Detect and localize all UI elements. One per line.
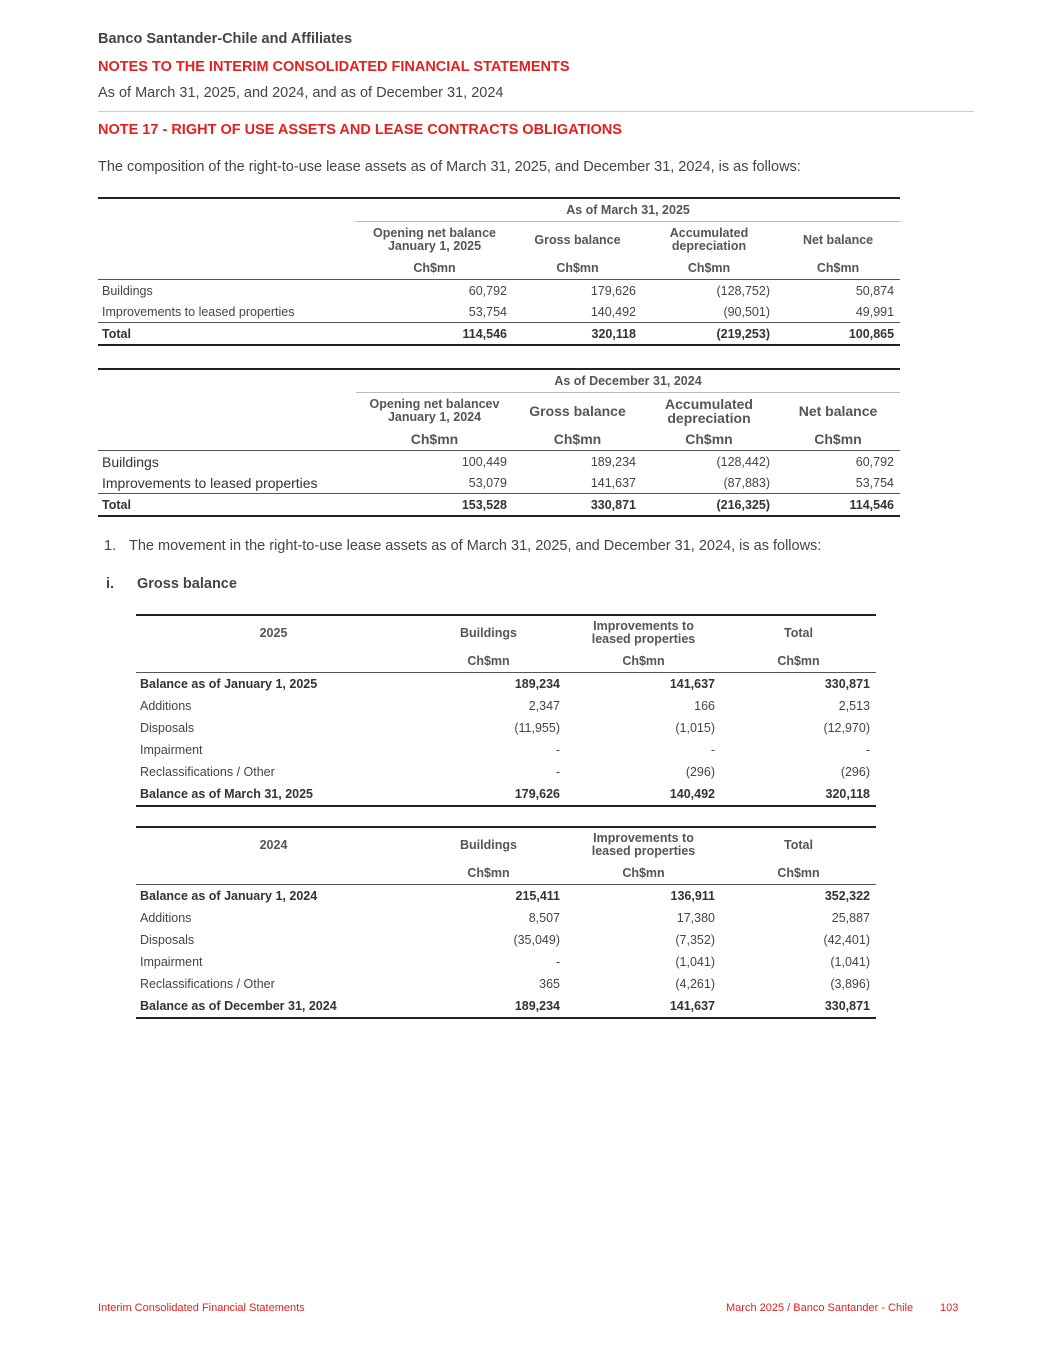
row-label: Improvements to leased properties — [98, 301, 356, 323]
cell-value: (12,970) — [823, 721, 870, 735]
row-label: Buildings — [102, 453, 159, 470]
row-label: Balance as of December 31, 2024 — [136, 995, 411, 1018]
table-row — [136, 717, 876, 739]
gross-balance-table-2025 — [136, 614, 876, 807]
table-row — [98, 472, 900, 494]
year-header: 2024 — [136, 827, 411, 862]
cell-value: 179,626 — [411, 783, 566, 806]
table-row — [136, 761, 876, 783]
cell-value: 100,449 — [461, 454, 507, 469]
row-label: Balance as of March 31, 2025 — [136, 783, 411, 806]
subsection-title: Gross balance — [137, 576, 237, 592]
cell-value: (35,049) — [513, 933, 560, 947]
unit-label: Ch$mn — [356, 258, 513, 280]
unit-label: Ch$mn — [411, 650, 566, 673]
row-label: Additions — [140, 911, 192, 925]
row-label: Buildings — [102, 283, 153, 298]
composition-table-2025 — [98, 197, 900, 346]
unit-label: Ch$mn — [642, 258, 776, 280]
cell-value: - — [555, 743, 560, 757]
company-name: Banco Santander-Chile and Affiliates — [98, 31, 353, 47]
cell-value: 330,871 — [824, 677, 870, 691]
row-label: Balance as of January 1, 2024 — [140, 889, 318, 903]
cell-value: 352,322 — [824, 889, 870, 903]
page-number: 103 — [940, 1302, 959, 1314]
table-row — [136, 929, 876, 951]
movement-text: The movement in the right-to-use lease assets as of March 31, 2025, and December 31, 2024, is as follows: — [129, 538, 822, 554]
row-label: Improvements to leased properties — [98, 472, 356, 494]
composition-table-2024 — [98, 368, 900, 517]
cell-value: - — [710, 743, 715, 757]
row-label: Total — [98, 494, 356, 517]
cell-value: (128,442) — [716, 454, 770, 469]
column-header: Net balance — [798, 403, 878, 419]
cell-value: (1,015) — [675, 721, 715, 735]
cell-value: 189,234 — [590, 454, 636, 469]
cell-value: (216,325) — [642, 494, 776, 517]
cell-value: 2,347 — [528, 699, 560, 713]
cell-value: 189,234 — [514, 677, 560, 691]
unit-label: Ch$mn — [721, 650, 876, 673]
table-row — [136, 673, 876, 696]
cell-value: 330,871 — [513, 494, 642, 517]
cell-value: (4,261) — [675, 977, 715, 991]
column-header: Gross balance — [534, 232, 621, 247]
cell-value: 17,380 — [676, 911, 715, 925]
group-header: As of December 31, 2024 — [356, 369, 900, 393]
unit-label: Ch$mn — [513, 258, 642, 280]
row-label: Balance as of January 1, 2025 — [140, 677, 318, 691]
gross-balance-heading — [106, 576, 237, 592]
cell-value: (7,352) — [675, 933, 715, 947]
movement-paragraph — [104, 538, 821, 554]
note-intro: The composition of the right-to-use lease assets as of March 31, 2025, and December 31, 2024, is as follows: — [98, 159, 801, 175]
row-label: Impairment — [140, 743, 203, 757]
cell-value: 320,118 — [513, 323, 642, 346]
cell-value: 166 — [694, 699, 715, 713]
cell-value: (296) — [685, 765, 715, 779]
column-header: Accumulated depreciation — [665, 396, 753, 426]
cell-value: 320,118 — [721, 783, 876, 806]
row-label: Additions — [140, 699, 192, 713]
cell-value: (42,401) — [823, 933, 870, 947]
table-row — [136, 951, 876, 973]
table-row — [136, 695, 876, 717]
unit-label: Ch$mn — [513, 429, 642, 451]
cell-value: 153,528 — [356, 494, 513, 517]
cell-value: 53,754 — [776, 472, 900, 494]
group-header: As of March 31, 2025 — [356, 198, 900, 222]
unit-label: Ch$mn — [411, 862, 566, 885]
table-row — [136, 783, 876, 806]
cell-value: 179,626 — [590, 283, 636, 298]
row-label: Reclassifications / Other — [140, 977, 275, 991]
cell-value: 50,874 — [855, 283, 895, 298]
cell-value: 60,792 — [855, 454, 894, 469]
note-title: NOTE 17 - RIGHT OF USE ASSETS AND LEASE CONTRACTS OBLIGATIONS — [98, 122, 622, 138]
table-row — [136, 885, 876, 908]
row-label: Impairment — [140, 955, 203, 969]
cell-value: 136,911 — [670, 889, 715, 903]
footer-left: Interim Consolidated Financial Statements — [98, 1302, 305, 1314]
unit-label: Ch$mn — [776, 258, 900, 280]
table-row — [98, 280, 900, 302]
cell-value: (11,955) — [514, 721, 560, 735]
unit-label: Ch$mn — [566, 650, 721, 673]
cell-value: 330,871 — [721, 995, 876, 1018]
cell-value: 215,411 — [515, 889, 560, 903]
table-row — [136, 973, 876, 995]
cell-value: (1,041) — [830, 955, 870, 969]
cell-value: 114,546 — [776, 494, 900, 517]
total-row — [98, 323, 900, 346]
notes-title: NOTES TO THE INTERIM CONSOLIDATED FINANCIAL STATEMENTS — [98, 59, 570, 75]
cell-value: 141,637 — [566, 995, 721, 1018]
header-divider — [98, 111, 974, 112]
cell-value: 140,492 — [513, 301, 642, 323]
cell-value: 189,234 — [411, 995, 566, 1018]
cell-value: (87,883) — [642, 472, 776, 494]
column-header: Buildings — [411, 827, 566, 862]
row-label: Disposals — [140, 721, 195, 735]
cell-value: 60,792 — [468, 283, 507, 298]
unit-label: Ch$mn — [356, 429, 513, 451]
table-row — [136, 739, 876, 761]
cell-value: 53,754 — [356, 301, 513, 323]
cell-value: 53,079 — [356, 472, 513, 494]
cell-value: (3,896) — [830, 977, 870, 991]
cell-value: 141,637 — [669, 677, 715, 691]
cell-value: 100,865 — [776, 323, 900, 346]
row-label: Total — [98, 323, 356, 346]
column-header: Net balance — [802, 232, 874, 247]
table-row — [136, 907, 876, 929]
cell-value: (128,752) — [716, 283, 770, 298]
cell-value: 141,637 — [513, 472, 642, 494]
unit-label: Ch$mn — [721, 862, 876, 885]
list-number: 1. — [104, 538, 117, 554]
unit-label: Ch$mn — [776, 429, 900, 451]
cell-value: - — [555, 765, 560, 779]
roman-number: i. — [106, 576, 115, 592]
row-label: Reclassifications / Other — [140, 765, 275, 779]
column-header: Total — [721, 827, 876, 862]
as-of-dates: As of March 31, 2025, and 2024, and as of December 31, 2024 — [98, 85, 504, 101]
total-row — [98, 494, 900, 517]
cell-value: 49,991 — [776, 301, 900, 323]
unit-label: Ch$mn — [642, 429, 776, 451]
year-header: 2025 — [136, 615, 411, 650]
column-header: Improvements to leased properties — [566, 827, 721, 862]
cell-value: (1,041) — [675, 955, 715, 969]
table-row — [98, 451, 900, 473]
cell-value: 25,887 — [831, 911, 870, 925]
column-header: Total — [721, 615, 876, 650]
gross-balance-table-2024 — [136, 826, 876, 1019]
cell-value: 114,546 — [356, 323, 513, 346]
cell-value: (219,253) — [642, 323, 776, 346]
cell-value: 365 — [539, 977, 560, 991]
cell-value: (90,501) — [642, 301, 776, 323]
cell-value: 2,513 — [838, 699, 870, 713]
column-header: Buildings — [411, 615, 566, 650]
cell-value: - — [865, 743, 870, 757]
table-row — [136, 995, 876, 1018]
column-header: Gross balance — [529, 403, 626, 419]
row-label: Disposals — [140, 933, 195, 947]
column-header: Opening net balance January 1, 2025 — [373, 226, 496, 253]
cell-value: 8,507 — [528, 911, 560, 925]
cell-value: (296) — [840, 765, 870, 779]
footer-right: March 2025 / Banco Santander - Chile — [726, 1302, 914, 1314]
column-header: Accumulated depreciation — [669, 226, 749, 253]
cell-value: - — [555, 955, 560, 969]
cell-value: 140,492 — [566, 783, 721, 806]
table-row — [98, 301, 900, 323]
column-header: Opening net balancev January 1, 2024 — [369, 397, 500, 424]
column-header: Improvements to leased properties — [566, 615, 721, 650]
unit-label: Ch$mn — [566, 862, 721, 885]
